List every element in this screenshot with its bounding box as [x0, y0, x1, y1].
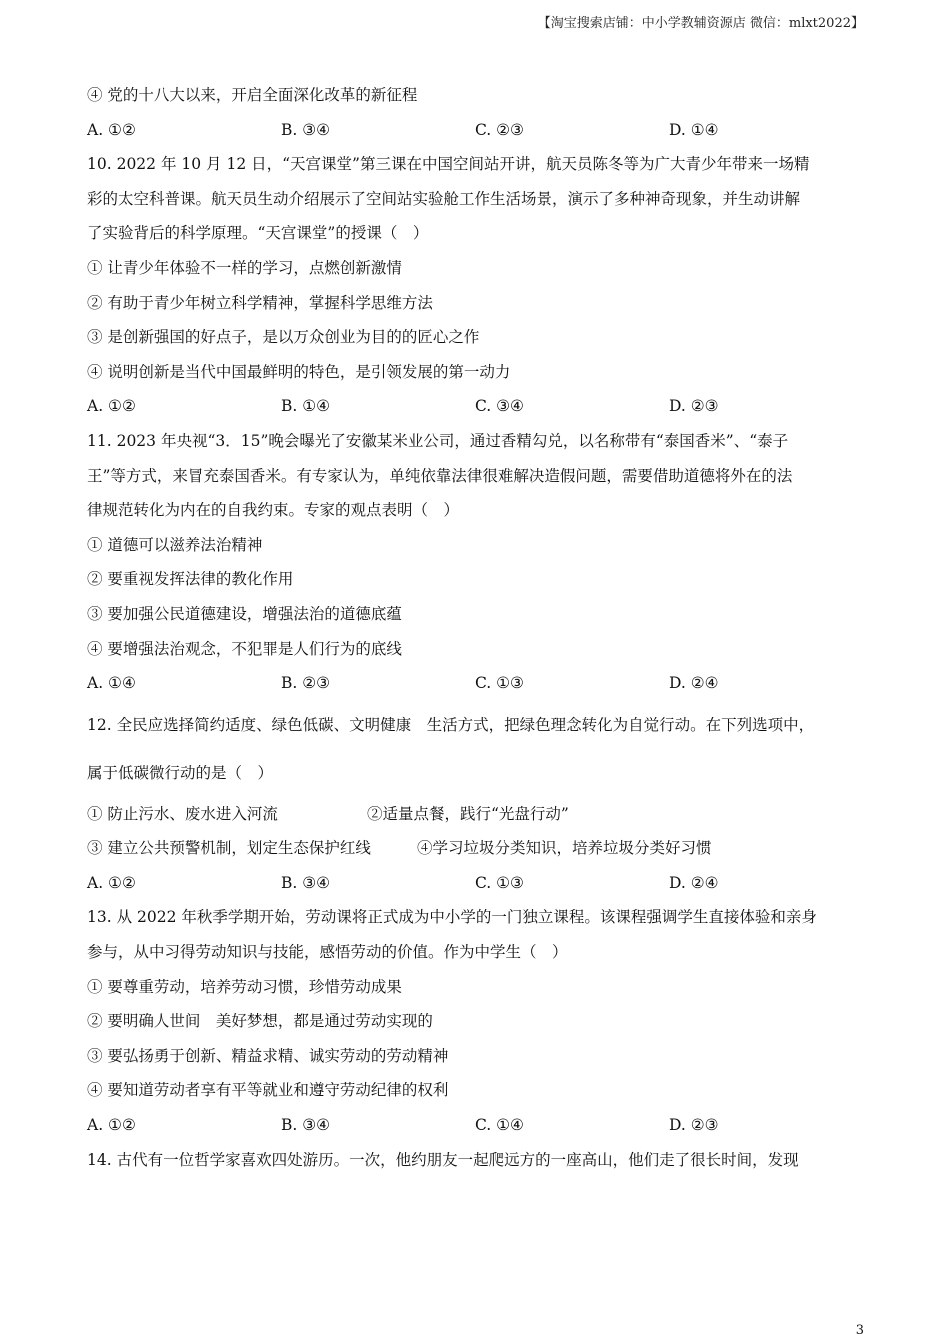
q10-options — [87, 389, 867, 424]
option-c: C. ①③ — [475, 873, 524, 892]
option-d: D. ②③ — [669, 1116, 719, 1135]
q12-item-3: ③ 建立公共预警机制，划定生态保护红线 — [87, 839, 371, 858]
document-body — [87, 78, 867, 1177]
q13-item-1: ① 要尊重劳动，培养劳动习惯，珍惜劳动成果 — [87, 977, 402, 996]
q10-stem-line: 10. 2022 年 10 月 12 日，“天宫课堂”第三课在中国空间站开讲，航天员陈冬等为广大青少年带来一场精 — [87, 155, 810, 174]
page-header: 【淘宝搜索店铺：中小学教辅资源店 微信：mlxt2022】 — [537, 16, 864, 31]
q12-items-row — [87, 831, 867, 866]
q11-item-2: ② 要重视发挥法律的教化作用 — [87, 570, 294, 589]
q10-stem-line: 彩的太空科普课。航天员生动介绍展示了空间站实验舱工作生活场景，演示了多种神奇现象，并生动讲解 — [87, 189, 801, 208]
option-d: D. ②③ — [669, 397, 719, 416]
option-a: A. ①④ — [87, 674, 136, 693]
q12-item-1: ① 防止污水、废水进入河流 — [87, 804, 278, 823]
option-a: A. ①② — [87, 120, 136, 139]
q12-items-row — [87, 797, 867, 832]
q10-stem-line: 了实验背后的科学原理。“天宫课堂”的授课（ ） — [87, 224, 429, 243]
q9-item-4: ④ 党的十八大以来，开启全面深化改革的新征程 — [87, 86, 418, 104]
q13-stem-line: 13. 从 2022 年秋季学期开始，劳动课将正式成为中小学的一门独立课程。该课程强调学生直接体验和亲身 — [87, 908, 817, 927]
option-b: B. ③④ — [281, 1116, 331, 1135]
q11-stem-line: 律规范转化为内在的自我约束。专家的观点表明（ ） — [87, 501, 460, 520]
q13-options — [87, 1108, 867, 1143]
q13-item-4: ④ 要知道劳动者享有平等就业和遵守劳动纪律的权利 — [87, 1081, 449, 1100]
option-c: C. ②③ — [475, 120, 524, 139]
option-b: B. ①④ — [281, 397, 331, 416]
q11-options — [87, 666, 867, 701]
q14-stem-line: 14. 古代有一位哲学家喜欢四处游历。一次，他约朋友一起爬远方的一座高山，他们走了很长时间，发现 — [87, 1150, 799, 1169]
q11-item-4: ④ 要增强法治观念，不犯罪是人们行为的底线 — [87, 639, 402, 658]
option-b: B. ③④ — [281, 873, 331, 892]
q13-stem-line: 参与，从中习得劳动知识与技能，感悟劳动的价值。作为中学生（ ） — [87, 943, 568, 962]
option-a: A. ①② — [87, 873, 136, 892]
option-c: C. ①③ — [475, 674, 524, 693]
option-a: A. ①② — [87, 397, 136, 416]
q13-item-2: ② 要明确人世间 美好梦想，都是通过劳动实现的 — [87, 1012, 433, 1031]
q12-item-4: ④学习垃圾分类知识，培养垃圾分类好习惯 — [417, 839, 712, 858]
q12-item-2: ②适量点餐，践行“光盘行动” — [367, 804, 569, 823]
q10-item-1: ① 让青少年体验不一样的学习，点燃创新激情 — [87, 258, 402, 277]
q11-item-1: ① 道德可以滋养法治精神 — [87, 535, 263, 554]
q12-stem-line: 12. 全民应选择简约适度、绿色低碳、文明健康 生活方式，把绿色理念转化为自觉行动。在下列选项中， — [87, 715, 815, 734]
q12-options — [87, 866, 867, 901]
option-c: C. ③④ — [475, 397, 524, 416]
q13-item-3: ③ 要弘扬勇于创新、精益求精、诚实劳动的劳动精神 — [87, 1046, 449, 1065]
option-b: B. ②③ — [281, 674, 331, 693]
q11-item-3: ③ 要加强公民道德建设，增强法治的道德底蕴 — [87, 604, 402, 623]
q11-stem-line: 王”等方式，来冒充泰国香米。有专家认为，单纯依靠法律很难解决造假问题，需要借助道德将外在的法 — [87, 466, 793, 485]
page-number: 3 — [855, 1323, 864, 1338]
option-d: D. ②④ — [669, 674, 719, 693]
q10-item-3: ③ 是创新强国的好点子，是以万众创业为目的的匠心之作 — [87, 328, 480, 347]
q10-item-2: ② 有助于青少年树立科学精神，掌握科学思维方法 — [87, 293, 433, 312]
option-b: B. ③④ — [281, 120, 331, 139]
q9-options — [87, 113, 867, 148]
q10-item-4: ④ 说明创新是当代中国最鲜明的特色，是引领发展的第一动力 — [87, 362, 511, 381]
option-c: C. ①④ — [475, 1116, 524, 1135]
q12-stem-line: 属于低碳微行动的是（ ） — [87, 763, 274, 782]
option-d: D. ②④ — [669, 873, 719, 892]
option-d: D. ①④ — [669, 120, 719, 139]
q11-stem-line: 11. 2023 年央视“3．15”晚会曝光了安徽某米业公司，通过香精勾兑，以名称带有“泰国香米”、“泰子 — [87, 431, 789, 450]
option-a: A. ①② — [87, 1116, 136, 1135]
